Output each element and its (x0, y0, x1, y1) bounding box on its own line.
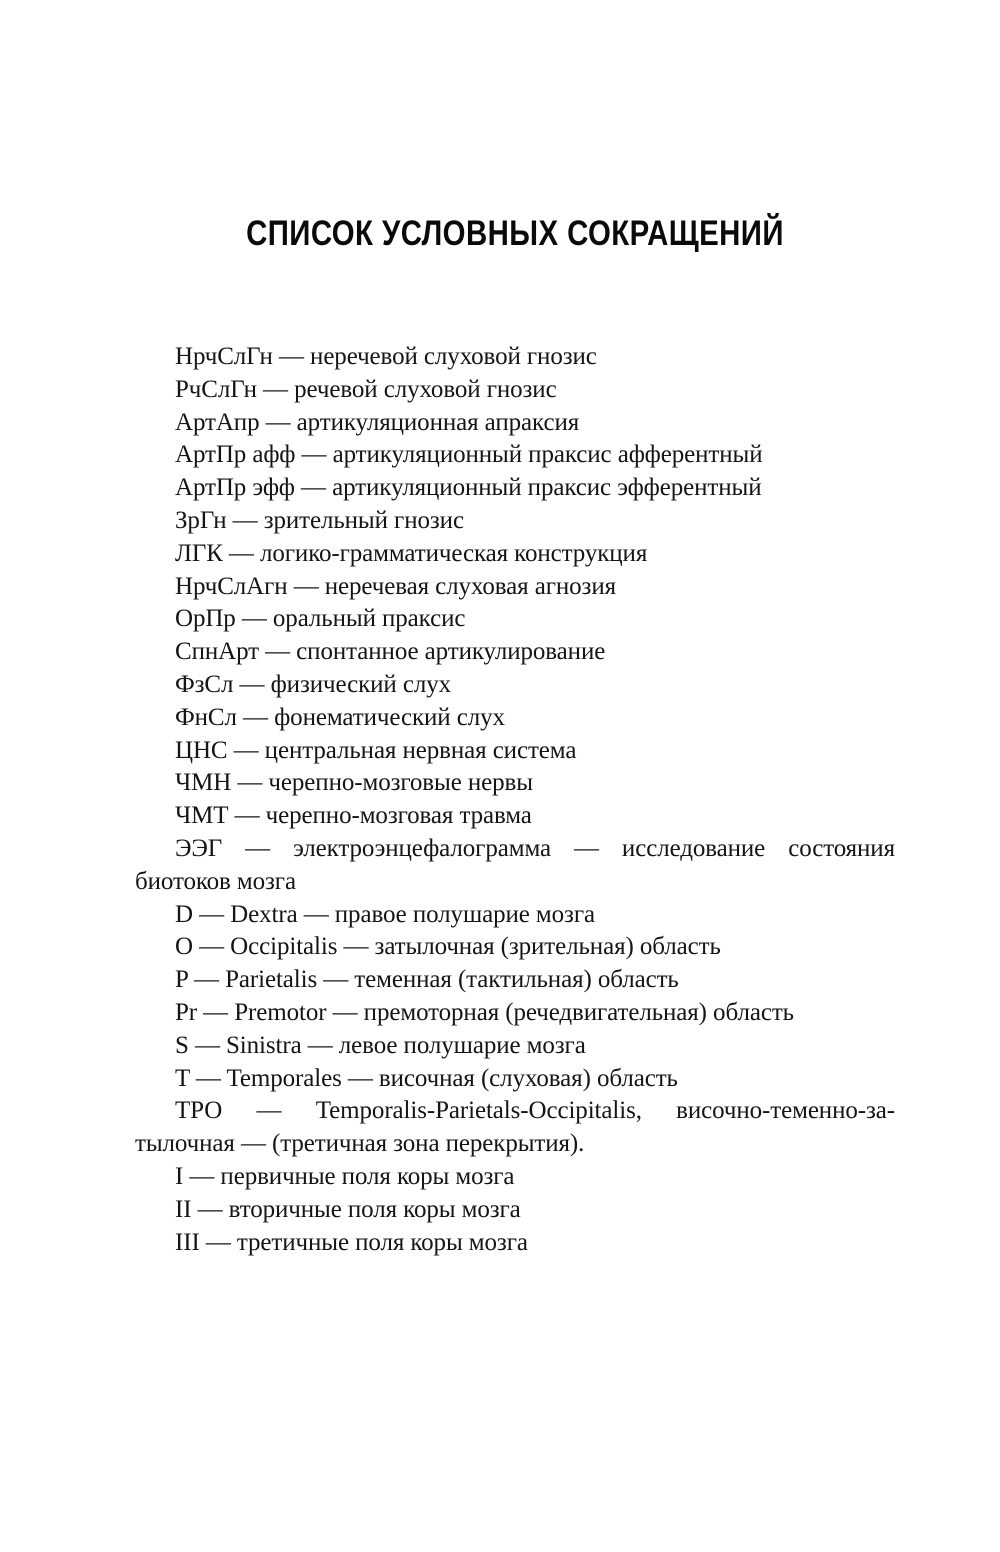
abbreviation-entry: II — вторичные поля коры мозга (175, 1195, 521, 1223)
abbreviation-entry: АртПр эфф — артикуляционный праксис эфферентный (175, 474, 762, 502)
abbreviation-entry: D — Dextra — правое полушарие мозга (175, 900, 595, 928)
abbreviation-entry: ЧМН — черепно-мозговые нервы (175, 769, 533, 797)
abbreviation-entry: ЭЭГ — электроэнцефалограмма — исследование состояния биотоков мозга (135, 834, 895, 895)
abbreviation-entry: СпнАрт — спонтанное артикулирование (175, 638, 606, 666)
abbreviation-entry: АртПр афф — артикуляционный праксис афферентный (175, 441, 763, 469)
abbreviation-entry: ТРО — Temporalis-Parietals-Occipitalis, височно-теменно-за-тылочная — (третичная зона перекрытия). (135, 1097, 895, 1158)
abbreviation-entry: ФзСл — физический слух (175, 670, 452, 698)
abbreviation-entry: ЛГК — логико-грамматическая конструкция (175, 539, 648, 567)
abbreviation-entry: ФнСл — фонематический слух (175, 703, 505, 731)
abbreviation-entry: НрчСлАгн — неречевая слуховая агнозия (175, 572, 617, 600)
abbreviation-entry: ЦНС — центральная нервная система (175, 736, 577, 764)
abbreviation-entry: P — Parietalis — теменная (тактильная) область (175, 966, 679, 994)
abbreviation-entry: T — Temporales — височная (слуховая) область (175, 1064, 678, 1092)
abbreviation-entry: ЗрГн — зрительный гнозис (175, 506, 464, 534)
abbreviation-entry: I — первичные поля коры мозга (175, 1162, 515, 1190)
page-title: СПИСОК УСЛОВНЫХ СОКРАЩЕНИЙ (246, 214, 784, 254)
abbreviation-entry: Pr — Premotor — премоторная (речедвигательная) область (175, 998, 794, 1026)
abbreviation-entry: III — третичные поля коры мозга (175, 1228, 528, 1256)
abbreviation-entry: РчСлГн — речевой слуховой гнозис (175, 375, 557, 403)
abbreviations-list (135, 341, 895, 1259)
abbreviation-entry: АртАпр — артикуляционная апраксия (175, 408, 580, 436)
abbreviation-entry: НрчСлГн — неречевой слуховой гнозис (175, 343, 597, 370)
abbreviation-entry: S — Sinistra — левое полушарие мозга (175, 1031, 586, 1059)
abbreviation-entry: O — Occipitalis — затылочная (зрительная) область (175, 933, 721, 961)
abbreviation-entry: ЧМТ — черепно-мозговая травма (175, 802, 532, 830)
abbreviation-entry: ОрПр — оральный праксис (175, 605, 466, 633)
